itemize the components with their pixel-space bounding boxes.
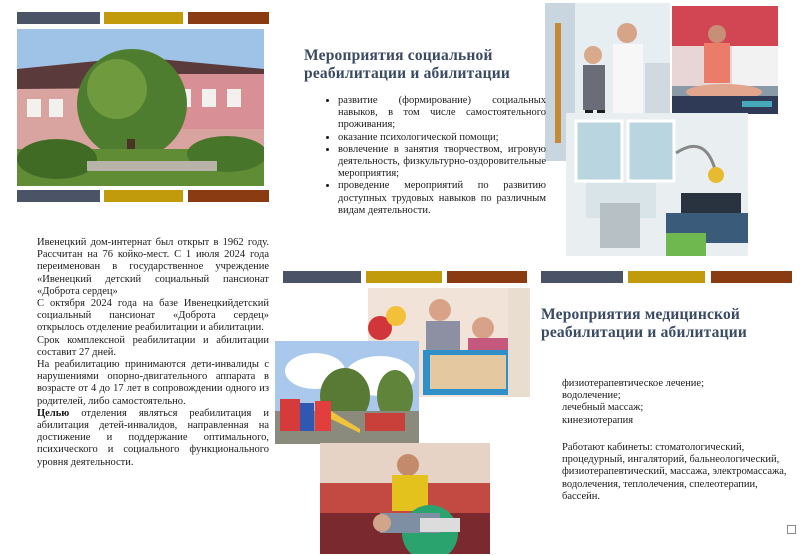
list-item: • вовлечение в занятия творчеством, игровую деятельность, физкультурно-оздоровительные мероприятия; [338, 144, 546, 181]
social-rehab-heading: Мероприятия социальной реабилитации и абилитации [304, 47, 510, 82]
playground-photo [275, 341, 419, 444]
divider-bar-rust [711, 271, 792, 283]
divider-bar-rust [188, 190, 269, 202]
divider-bar-gold [366, 271, 442, 283]
list-item: • проведение мероприятий по развитию доступных трудовых навыков по различным видам деятельности. [338, 180, 546, 217]
rooms-paragraph: Работают кабинеты: стоматологический, процедурный, ингаляторий, бальнеологический, физиотерапевтический, массажа, электромассажа, водолечения, теплолечения, спелеотерапии, бассейн. [562, 442, 787, 502]
goal-text: отделения являться реабилитация и абилитация детей-инвалидов, направленная на достижение и поддержание оптимального, психического и социального функционального уровня деятельности. [37, 407, 269, 468]
divider-bar-slate [541, 271, 623, 283]
department-paragraph: С октября 2024 года на базе Ивенецкийдетский социальный пансионат «Доброта сердец» открылось отделение реабилитации и абилитации. [37, 298, 269, 334]
divider-bar-slate [17, 190, 100, 202]
list-item: • развитие (формирование) социальных навыков, в том числе самостоятельного проживания; [338, 95, 546, 132]
term-paragraph: Срок комплексной реабилитации и абилитации составит 27 дней. [37, 334, 269, 358]
goal-word: Целью [37, 407, 70, 419]
building-photo [17, 29, 264, 186]
history-paragraph: Ивенецкий дом-интернат был открыт в 1962 году. Рассчитан на 76 койко-мест. С 1 июля 2024 года переименован в государственное учреждение «Ивенецкий детский социальный пансионат «Доброта сердец» [37, 237, 269, 297]
medical-rehab-heading: Мероприятия медицинской реабилитации и абилитации [541, 306, 747, 341]
list-item: кинезиотерапия [562, 414, 634, 426]
list-item: • оказание психологической помощи; [338, 132, 546, 144]
divider-bar-gold [628, 271, 705, 283]
physiotherapy-room-photo [566, 113, 748, 256]
divider-bar-rust [188, 12, 269, 24]
social-activities-list [320, 95, 546, 217]
therapy-ball-photo [320, 443, 490, 554]
medical-rooms-text [562, 442, 787, 503]
divider-bar-slate [283, 271, 361, 283]
massage-photo [672, 6, 778, 114]
divider-bar-rust [447, 271, 527, 283]
admission-paragraph: На реабилитацию принимаются дети-инвалиды с нарушениями опорно-двигательного аппарата в возрасте от 4 до 17 лет в сопровождении одного из родителей, либо самостоятельно. [37, 359, 269, 407]
goal-paragraph [37, 408, 269, 469]
divider-bar-slate [17, 12, 100, 24]
page-corner-marker [787, 525, 796, 534]
about-text [37, 237, 269, 469]
medical-procedures-list [562, 378, 782, 427]
list-item: водолечение; [562, 390, 621, 402]
divider-bar-gold [104, 12, 183, 24]
list-item: лечебный массаж; [562, 402, 644, 414]
divider-bar-gold [104, 190, 183, 202]
list-item: физиотерапевтическое лечение; [562, 378, 704, 389]
